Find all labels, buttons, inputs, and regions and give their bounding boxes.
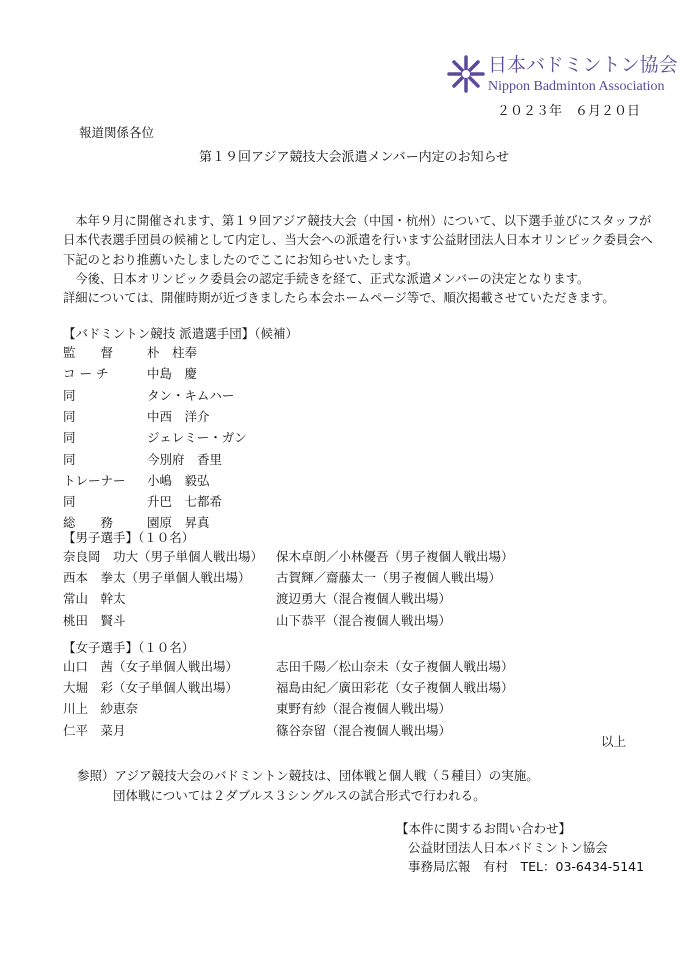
closing-ijo: 以上 (601, 734, 627, 749)
women-player-right: 志田千陽／松山奈未（女子複個人戦出場） (276, 659, 514, 674)
staff-role: トレーナー (63, 472, 126, 488)
staff-role: 同 (63, 408, 76, 424)
note-line: 団体戦については２ダブルス３シングルスの試合形式で行われる。 (113, 788, 486, 803)
addressee: 報道関係各位 (79, 125, 155, 140)
document-title: 第１９回アジア競技大会派遣メンバー内定のお知らせ (199, 150, 510, 165)
men-player-right: 古賀輝／齋藤太一（男子複個人戦出場） (276, 570, 502, 586)
men-player-right: 山下恭平（混合複個人戦出場） (276, 612, 452, 628)
staff-name: 中島 慶 (147, 366, 198, 382)
staff-name: 今別府 香里 (147, 451, 223, 467)
body-text (63, 212, 653, 308)
men-player-left: 西本 拳太（男子単個人戦出場） (63, 570, 251, 586)
staff-name: ジェレミー・ガン (147, 430, 247, 446)
women-player-left: 大堀 彩（女子単個人戦出場） (63, 680, 239, 696)
men-player-left: 常山 幹太 (63, 591, 126, 607)
shuttlecock-star-icon (446, 54, 486, 94)
logo-english-name: Nippon Badminton Association (488, 79, 665, 94)
body-line: 今後、日本オリンピック委員会の認定手続きを経て、正式な派遣メンバーの決定となります。 (63, 271, 590, 286)
body-line: 本年９月に開催されます、第１９回アジア競技大会（中国・杭州）について、以下選手並びにスタッフが (63, 214, 652, 228)
staff-role: 同 (63, 494, 76, 510)
contact-person: 事務局広報 有村 TEL：03-6434-5141 (408, 859, 645, 874)
note-line: 参照）アジア競技大会のバドミントン競技は、団体戦と個人戦（５種目）の実施。 (77, 768, 539, 783)
staff-name: 朴 柱奉 (147, 345, 198, 360)
staff-name: 升巴 七都希 (147, 494, 223, 510)
association-logo (446, 54, 686, 98)
body-line: 詳細については、開催時期が近づきましたら本会ホームページ等で、順次掲載させていただきます。 (63, 291, 615, 306)
men-player-left: 奈良岡 功大（男子単個人戦出場） (63, 549, 264, 564)
staff-name: タン・キムハー (147, 387, 235, 403)
logo-japanese-name: 日本バドミントン協会 (488, 54, 678, 76)
women-player-right: 篠谷奈留（混合複個人戦出場） (276, 722, 452, 738)
staff-role: 監 督 (63, 345, 114, 360)
women-player-right: 東野有紗（混合複個人戦出場） (276, 701, 452, 717)
body-line: 下記のとおり推薦いたしましたのでここにお知らせいたします。 (63, 252, 419, 267)
staff-name: 中西 洋介 (147, 408, 210, 424)
men-player-left: 桃田 賢斗 (63, 612, 126, 628)
staff-name: 小嶋 毅弘 (147, 472, 210, 488)
women-player-right: 福島由紀／廣田彩花（女子複個人戦出場） (276, 680, 514, 696)
staff-role: 同 (63, 451, 76, 467)
staff-role: 同 (63, 430, 76, 446)
staff-role: 同 (63, 387, 76, 403)
women-player-left: 仁平 菜月 (63, 722, 126, 738)
body-line: 日本代表選手団員の候補として内定し、当大会への派遣を行います公益財団法人日本オリンピック委員会へ (63, 233, 653, 248)
women-player-left: 山口 茜（女子単個人戦出場） (63, 659, 239, 674)
staff-role: コ ー チ (63, 366, 109, 382)
women-player-left: 川上 紗恵奈 (63, 701, 139, 717)
staff-heading: 【バドミントン競技 派遣選手団】（候補） (63, 326, 298, 341)
contact-organization: 公益財団法人日本バドミントン協会 (408, 840, 608, 855)
men-player-right: 保木卓朗／小林優吾（男子複個人戦出場） (276, 549, 514, 564)
men-heading: 【男子選手】（１０名） (63, 530, 195, 545)
contact-heading: 【本件に関するお問い合わせ】 (396, 821, 572, 836)
men-player-right: 渡辺勇大（混合複個人戦出場） (276, 591, 452, 607)
staff-name: 園原 昇真 (147, 515, 210, 531)
document-date: ２０２３年 ６月２０日 (497, 104, 641, 119)
staff-role: 総 務 (63, 515, 114, 531)
women-heading: 【女子選手】（１０名） (63, 640, 195, 655)
